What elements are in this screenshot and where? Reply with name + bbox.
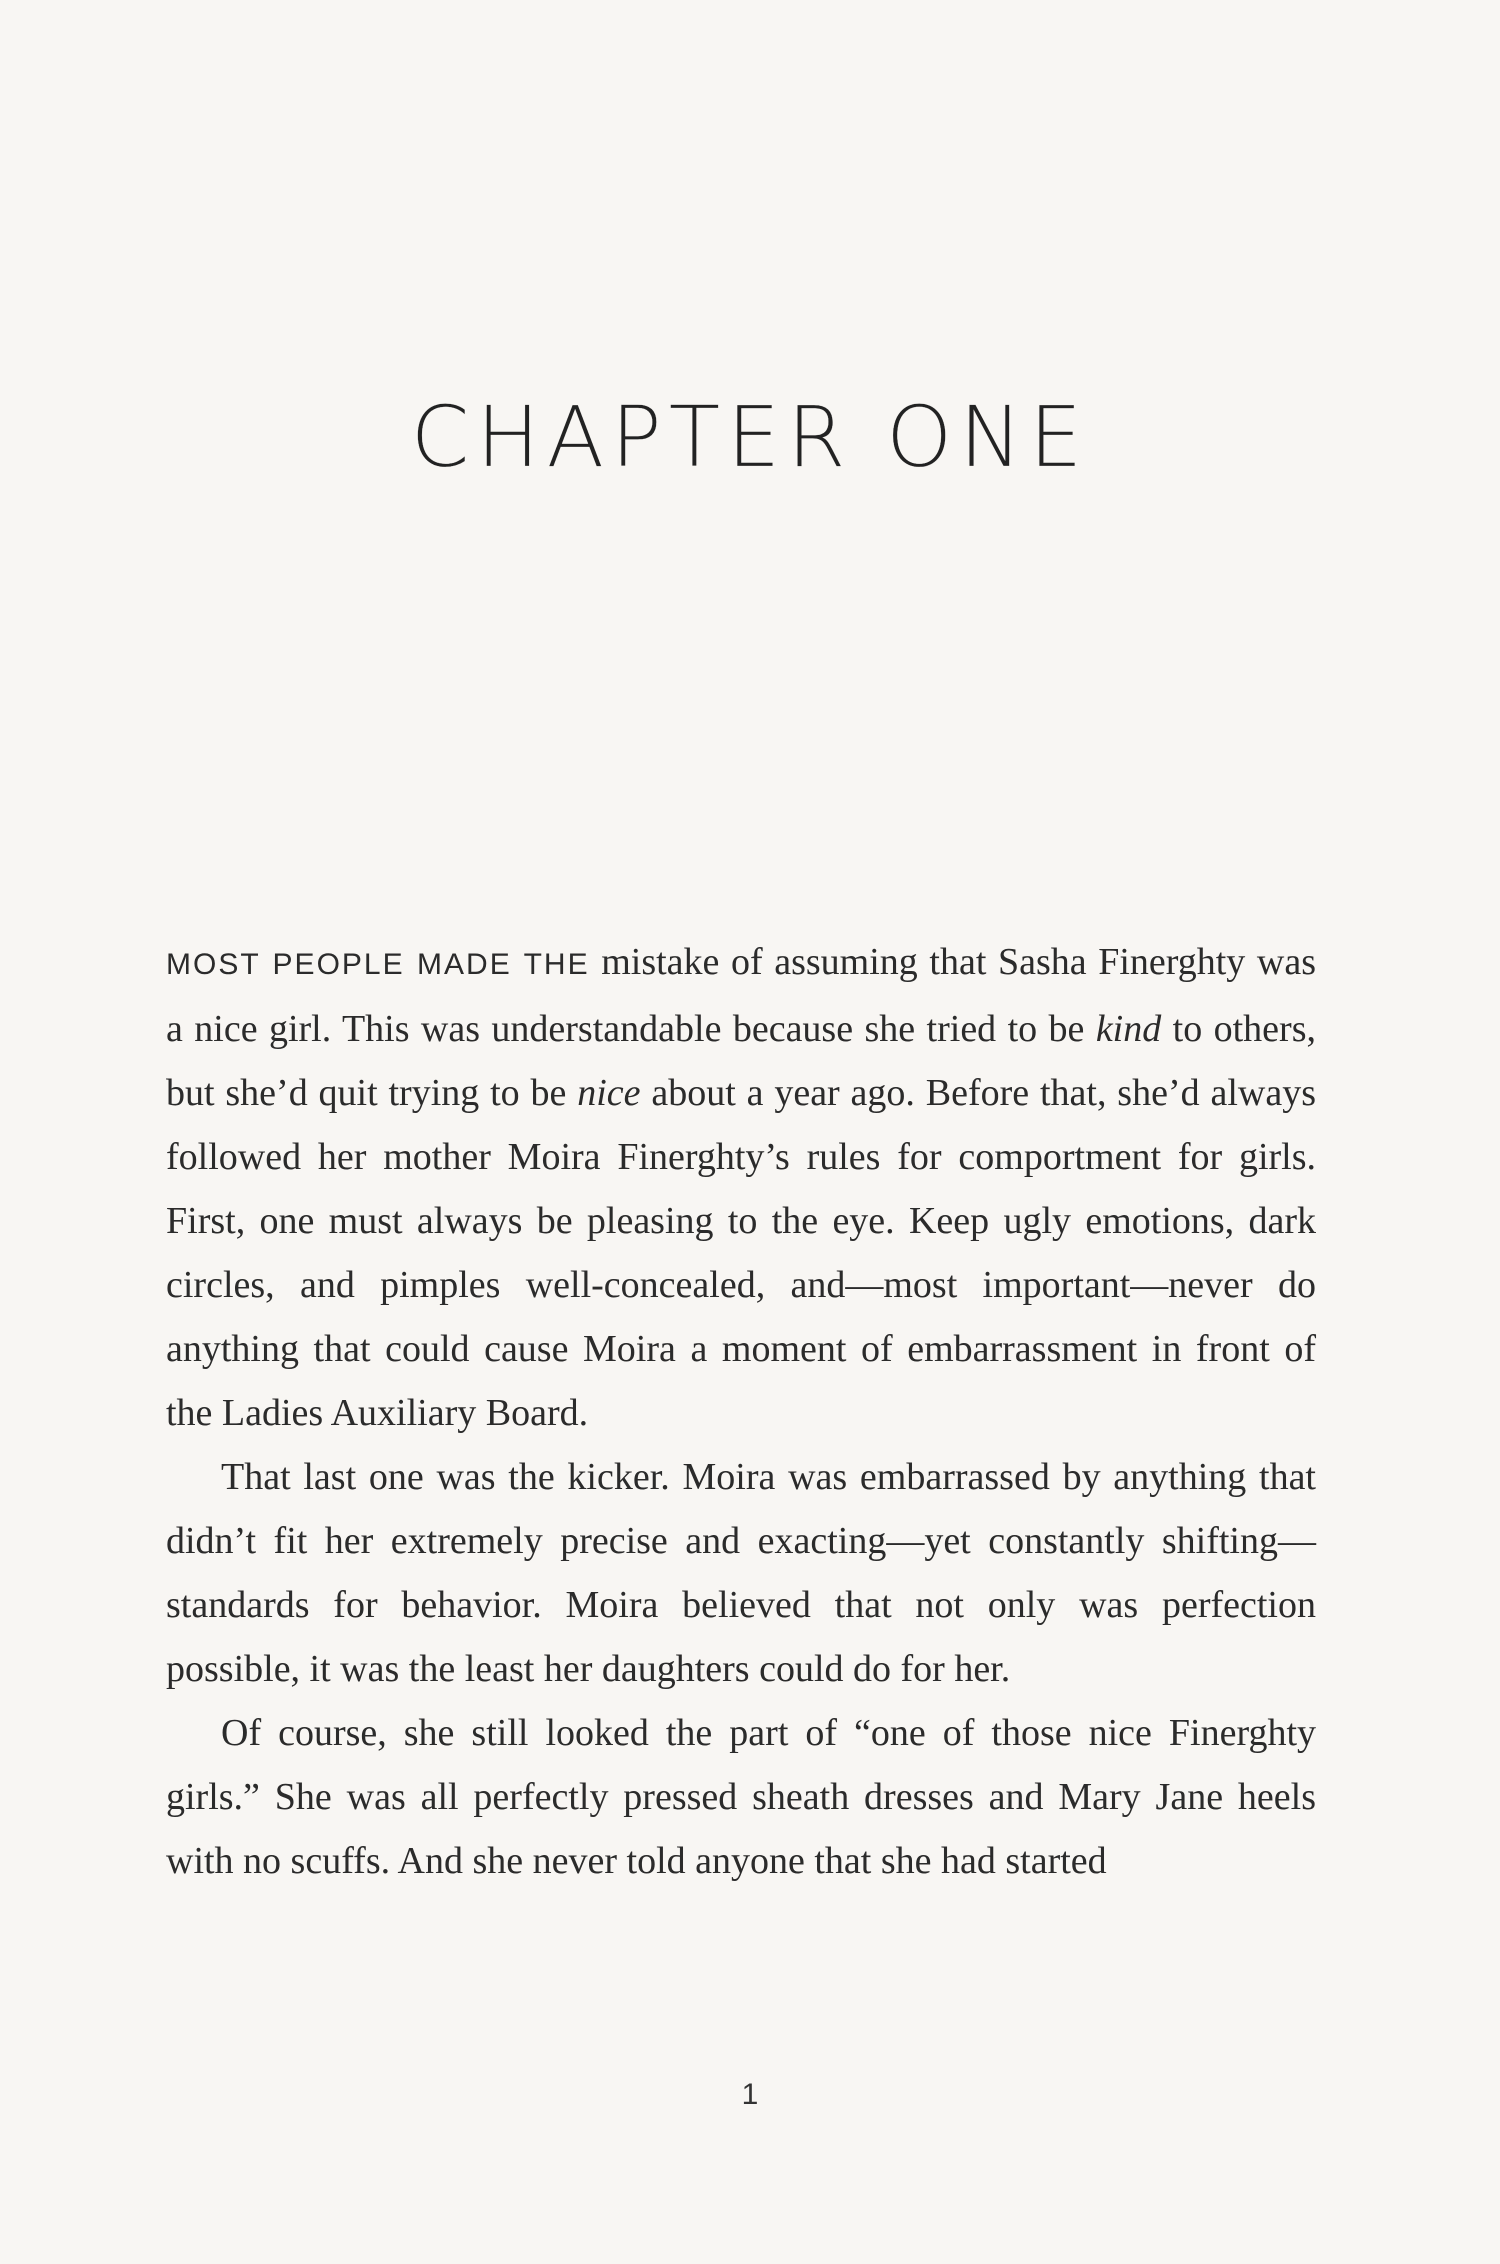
paragraph-1-text-c: about a year ago. Before that, she’d always followed her mother Moira Finerghty’s rules for comportment for girls. First, one must always be pleasing to the eye. Keep ugly emotions, dark circles, and pimples well-concealed, and—most important—never do anything that could cause Moira a moment of embarrassment in front of the Ladies Auxiliary Board. (166, 1072, 1316, 1434)
chapter-body (166, 930, 1316, 1893)
paragraph-1-text-b: to others, but she’d quit trying to be (166, 1008, 1316, 1114)
emphasis-nice: nice (577, 1072, 641, 1114)
paragraph-3: Of course, she still looked the part of “one of those nice Finerghty girls.” She was all perfectly pressed sheath dresses and Mary Jane heels with no scuffs. And she never told anyone that she had started (166, 1712, 1316, 1882)
paragraph-1-text-a: mistake of assuming that Sasha Finerghty was a nice girl. This was understandable because she tried to be (166, 941, 1316, 1050)
paragraph-1 (166, 930, 1316, 1445)
chapter-title: CHAPTER ONE (410, 388, 1090, 486)
paragraph-2: That last one was the kicker. Moira was embarrassed by anything that didn’t fit her extremely precise and exacting—yet constantly shifting—standards for behavior. Moira believed that not only was perfection possible, it was the least her daughters could do for her. (166, 1456, 1316, 1690)
emphasis-kind: kind (1095, 1008, 1162, 1050)
page-number: 1 (741, 2078, 759, 2111)
lead-in-smallcaps: MOST PEOPLE MADE THE (166, 948, 590, 981)
